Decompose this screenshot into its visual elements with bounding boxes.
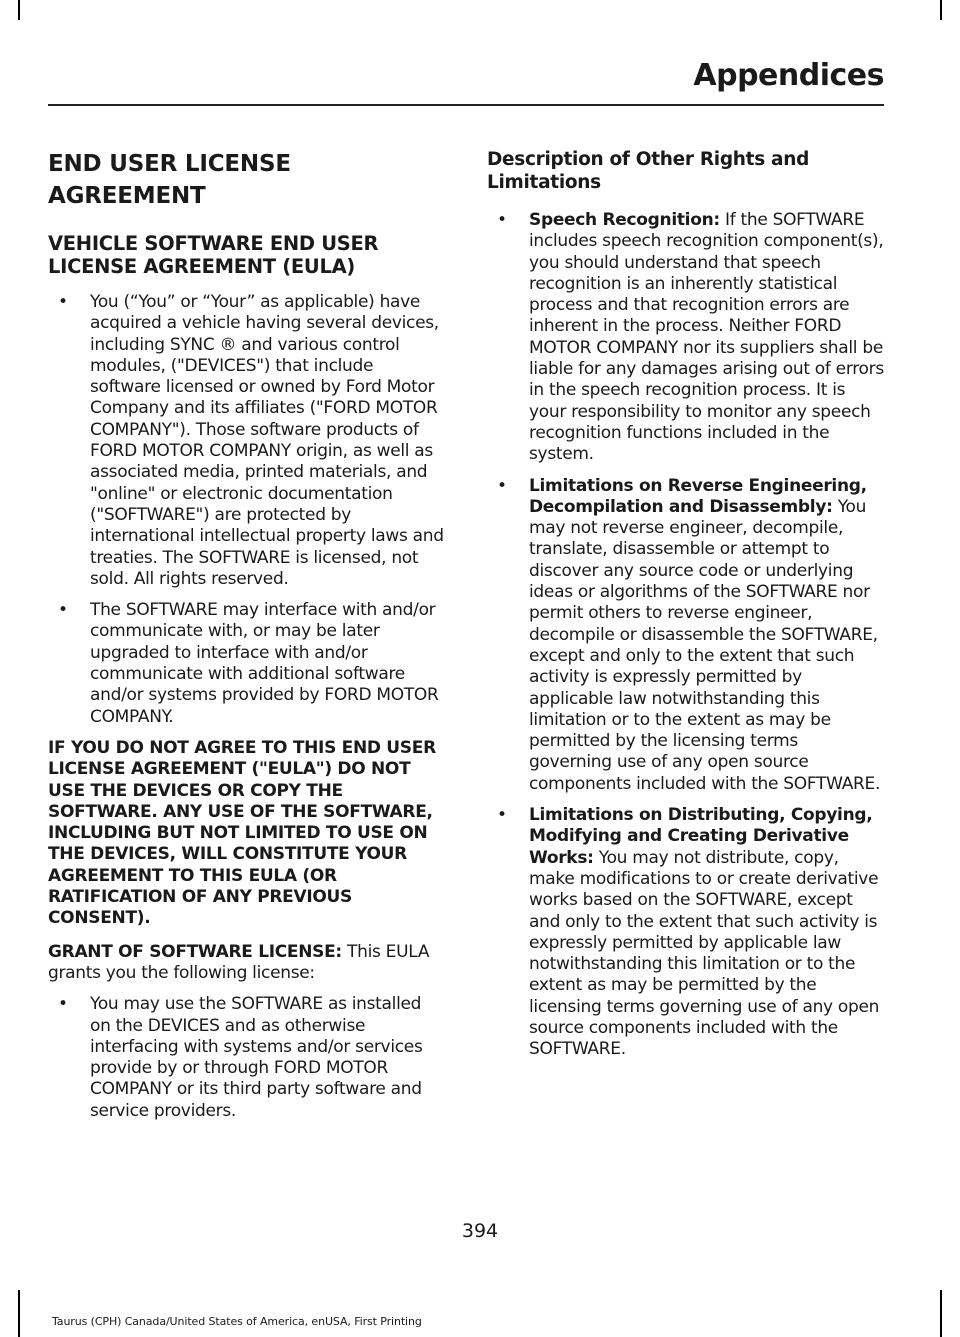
bullet-icon: • <box>58 292 68 312</box>
grant-bullet-list <box>48 994 446 1122</box>
list-item <box>487 210 885 466</box>
eula-subtitle: VEHICLE SOFTWARE END USER LICENSE AGREEMENT (EULA) <box>48 232 379 278</box>
header-divider <box>48 104 884 106</box>
list-item <box>487 476 885 795</box>
right-column <box>487 148 885 1071</box>
list-item <box>487 805 885 1061</box>
section-title: Appendices <box>693 58 884 93</box>
list-item <box>48 292 446 590</box>
bullet-icon: • <box>497 210 507 230</box>
grant-text: This EULA grants you the following license: <box>48 941 430 983</box>
bullet-icon: • <box>497 475 507 496</box>
crop-mark-bottom-left <box>18 1290 20 1337</box>
crop-mark-bottom-right <box>940 1290 942 1337</box>
document-title-line-1: END USER LICENSE <box>48 151 291 177</box>
term-reverse-engineering: Limitations on Reverse Engineering, Decompilation and Disassembly: <box>529 475 867 517</box>
page-number: 394 <box>461 1220 499 1242</box>
bullet-icon: • <box>497 805 507 826</box>
document-title-line-2: AGREEMENT <box>48 183 206 209</box>
list-item <box>48 600 446 728</box>
list-item-text: The SOFTWARE may interface with and/or communicate with, or may be later upgraded to interface with and/or communicate with additional software and/or systems provided by FORD MOTOR COMPANY. <box>90 600 439 727</box>
term-distributing: Limitations on Distributing, Copying, Modifying and Creating Derivative Works: <box>529 805 873 868</box>
intro-bullet-list <box>48 292 446 728</box>
term-speech-recognition: Speech Recognition: <box>529 210 720 230</box>
document-title <box>48 148 446 212</box>
grant-paragraph <box>48 942 446 985</box>
footer-text: Taurus (CPH) Canada/United States of America, enUSA, First Printing <box>52 1315 422 1328</box>
list-item-text: You may use the SOFTWARE as installed on the DEVICES and as otherwise interfacing with systems and/or services provide by or through FORD MOTOR COMPANY or its third party software and service providers. <box>90 994 423 1121</box>
crop-mark-top-right <box>940 0 942 20</box>
list-item-text: You (“You” or “Your” as applicable) have acquired a vehicle having several devices, including SYNC ® and various control modules, ("DEVICES") that include software licensed or owned by Ford Motor Company and its affiliates ("FORD MOTOR COMPANY"). Those software products of FORD MOTOR COMPANY origin, as well as associated media, printed materials, and "online" or electronic documentation ("SOFTWARE") are protected by international intellectual property laws and treaties. The SOFTWARE is licensed, not sold. All rights reserved. <box>90 292 444 589</box>
rights-bullet-list <box>487 210 885 1061</box>
bullet-icon: • <box>58 994 68 1015</box>
list-item-text: You may not reverse engineer, decompile, translate, disassemble or attempt to discover any source code or underlying ideas or algorithms of the SOFTWARE nor permit others to reverse engineer, decompile or disassemble the SOFTWARE, except and only to the extent that such activity is expressly permitted by applicable law notwithstanding this limitation or to the extent as may be permitted by the licensing terms governing use of any open source components included with the SOFTWARE. <box>529 496 881 794</box>
left-column <box>48 148 446 1132</box>
crop-mark-top-left <box>18 0 20 20</box>
list-item-text: If the SOFTWARE includes speech recognition component(s), you should understand that speech recognition is an inherently statistical process and that recognition errors are inherent in the process. Neither FORD MOTOR COMPANY nor its suppliers shall be liable for any damages arising out of errors in the speech recognition process. It is your responsibility to monitor any speech recognition functions included in the system. <box>529 210 884 465</box>
list-item-text: You may not distribute, copy, make modifications to or create derivative works based on the SOFTWARE, except and only to the extent that such activity is expressly permitted by applicable law notwithstanding this limitation or to the extent as may be permitted by the licensing terms governing use of any open source components included with the SOFTWARE. <box>529 847 880 1060</box>
bullet-icon: • <box>58 600 68 621</box>
grant-label: GRANT OF SOFTWARE LICENSE: <box>48 941 342 962</box>
rights-subtitle: Description of Other Rights and Limitations <box>487 149 810 193</box>
agreement-warning: IF YOU DO NOT AGREE TO THIS END USER LICENSE AGREEMENT ("EULA") DO NOT USE THE DEVICES OR COPY THE SOFTWARE. ANY USE OF THE SOFTWARE, INCLUDING BUT NOT LIMITED TO USE ON THE DEVICES, WILL CONSTITUTE YOUR AGREEMENT TO THIS EULA (OR RATIFICATION OF ANY PREVIOUS CONSENT). <box>48 737 436 929</box>
list-item <box>48 994 446 1122</box>
